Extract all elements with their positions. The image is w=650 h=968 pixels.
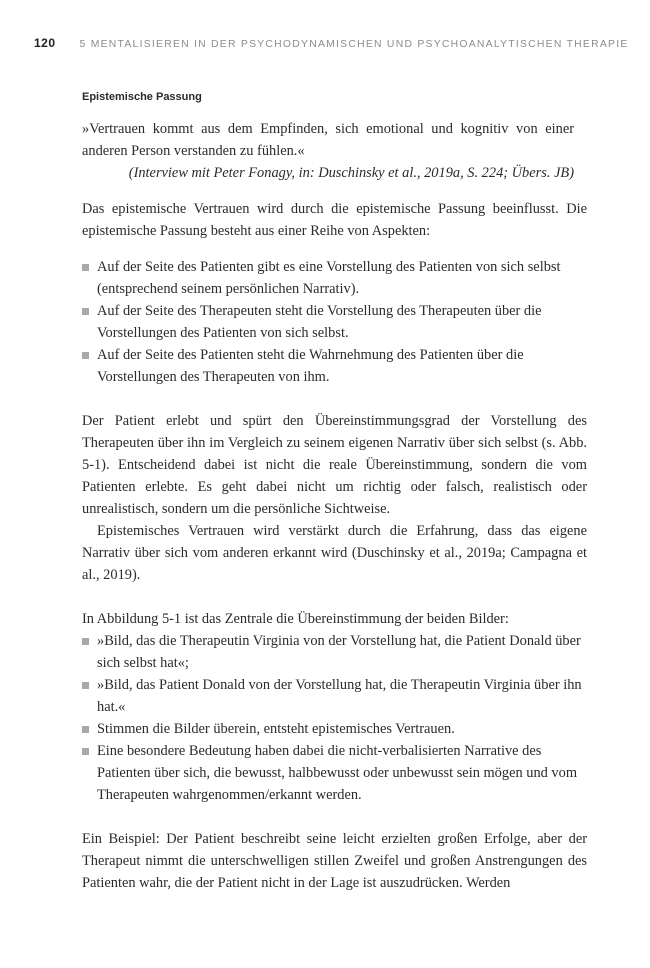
list-item-text: Stimmen die Bilder überein, entsteht epistemisches Vertrauen.: [97, 721, 455, 737]
page-header: [34, 36, 629, 52]
paragraph: Der Patient erlebt und spürt den Übereinstimmungsgrad der Vorstellung des Therapeuten über ihn im Vergleich zu seinem eigenen Narrativ über sich selbst (s. Abb. 5-1). Entscheidend dabei ist nicht die reale Übereinstimmung, sondern die vom Patienten erlebte. Es geht dabei nicht um richtig oder falsch, realistisch oder unrealistisch, sondern um die persönliche Sichtweise.: [82, 413, 587, 517]
section-heading: Epistemische Passung: [82, 91, 202, 103]
page-number: 120: [34, 36, 56, 50]
bullet-list-aspects: [82, 256, 587, 388]
list-item: [82, 344, 587, 388]
page-content: [82, 86, 587, 894]
list-item: [82, 630, 587, 674]
list-item: [82, 740, 587, 806]
square-bullet-icon: [82, 748, 89, 755]
list-item-text: »Bild, das die Therapeutin Virginia von der Vorstellung hat, die Patient Donald über sich selbst hat«;: [97, 633, 581, 671]
list-item: [82, 718, 587, 740]
list-item-text: Eine besondere Bedeutung haben dabei die nicht-verbalisierten Narrative des Patienten über sich, die bewusst, halbbewusst oder unbewusst sein mögen und vom Therapeuten wahrgenommen/erkannt werden.: [97, 743, 578, 803]
list-item-text: »Bild, das Patient Donald von der Vorstellung hat, die Therapeutin Virginia über ihn hat.«: [97, 677, 582, 715]
square-bullet-icon: [82, 308, 89, 315]
quote-text: »Vertrauen kommt aus dem Empfinden, sich emotional und kognitiv von einer anderen Person verstanden zu fühlen.«: [82, 121, 574, 159]
paragraph: Ein Beispiel: Der Patient beschreibt seine leicht erzielten großen Erfolge, aber der Therapeut nimmt die unterschwelligen stillen Zweifel und großen Anstrengungen des Patienten wahr, die der Patient nicht in der Lage ist auszudrücken. Werden: [82, 831, 587, 891]
square-bullet-icon: [82, 264, 89, 271]
list-item-text: Auf der Seite des Therapeuten steht die Vorstellung des Therapeuten über die Vorstellungen des Patienten von sich selbst.: [97, 303, 542, 341]
block-quote: [82, 118, 574, 184]
list-item-text: Auf der Seite des Patienten steht die Wahrnehmung des Patienten über die Vorstellungen des Therapeuten von ihm.: [97, 347, 524, 385]
list-item: [82, 256, 587, 300]
square-bullet-icon: [82, 726, 89, 733]
list-item: [82, 300, 587, 344]
square-bullet-icon: [82, 682, 89, 689]
square-bullet-icon: [82, 638, 89, 645]
bullet-list-images: [82, 630, 587, 806]
list-item-text: Auf der Seite des Patienten gibt es eine Vorstellung des Patienten von sich selbst (entsprechend seinem persönlichen Narrativ).: [97, 259, 561, 297]
quote-source: (Interview mit Peter Fonagy, in: Duschinsky et al., 2019a, S. 224; Übers. JB): [128, 165, 574, 181]
paragraph: Epistemisches Vertrauen wird verstärkt durch die Erfahrung, dass das eigene Narrativ über sich vom anderen erkannt wird (Duschinsky et al., 2019a; Campagna et al., 2019).: [82, 523, 587, 583]
list-item: [82, 674, 587, 718]
paragraph: Das epistemische Vertrauen wird durch die epistemische Passung beeinflusst. Die epistemische Passung besteht aus einer Reihe von Aspekten:: [82, 201, 587, 239]
running-head: 5 MENTALISIEREN IN DER PSYCHODYNAMISCHEN UND PSYCHOANALYTISCHEN THERAPIE: [79, 39, 629, 50]
paragraph: In Abbildung 5-1 ist das Zentrale die Übereinstimmung der beiden Bilder:: [82, 611, 509, 627]
square-bullet-icon: [82, 352, 89, 359]
